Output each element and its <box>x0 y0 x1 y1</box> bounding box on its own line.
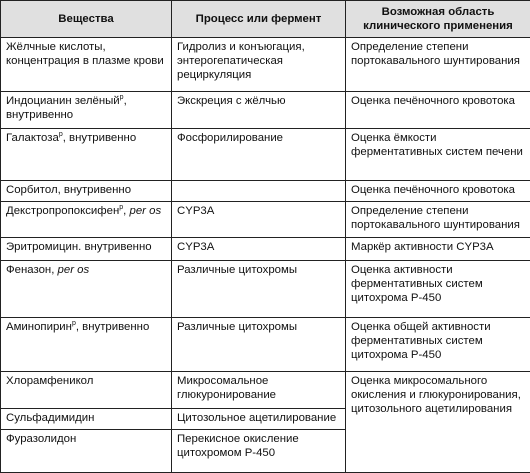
substance-route: , внутривенно <box>75 321 150 333</box>
substance-name: Галактоза <box>6 132 59 144</box>
cell-substance: Сульфадимидин <box>1 409 172 430</box>
cell-substance <box>1 261 172 318</box>
table-row <box>1 38 530 92</box>
substance-route: , внутривенно <box>62 132 137 144</box>
cell-application: Оценка активности ферментативных систем цитохрома Р-450 <box>346 261 530 318</box>
table-row <box>1 261 530 318</box>
cell-substance: Хлорамфеникол <box>1 372 172 409</box>
cell-process: CYP3A <box>172 202 346 238</box>
cell-process: Фосфорилирование <box>172 129 346 181</box>
substance-name: Декстропропоксифен <box>6 205 120 217</box>
table-row <box>1 202 530 238</box>
header-process: Процесс или фермент <box>172 1 346 38</box>
table-row <box>1 181 530 202</box>
cell-application: Оценка печёночного кровотока <box>346 181 530 202</box>
substance-name: Феназон, <box>6 264 58 276</box>
cell-process: Различные цитохромы <box>172 261 346 318</box>
table-row <box>1 238 530 261</box>
substance-name: Аминопирин <box>6 321 72 333</box>
cell-substance: Сорбитол, внутривенно <box>1 181 172 202</box>
cell-substance: Фуразолидон <box>1 430 172 473</box>
footnote-mark: р <box>119 94 124 102</box>
cell-application: Оценка ёмкости ферментативных систем печени <box>346 129 530 181</box>
table-row <box>1 129 530 181</box>
table-row <box>1 318 530 372</box>
substance-sep: , <box>123 205 130 217</box>
footnote-mark: р <box>119 204 124 212</box>
cell-application: Маркёр активности CYP3A <box>346 238 530 261</box>
substance-name: Индоцианин зелёный <box>6 95 120 107</box>
cell-application: Определение степени портокавального шунтирования <box>346 38 530 92</box>
header-substance: Вещества <box>1 1 172 38</box>
cell-process: Цитозольное ацетилирование <box>172 409 346 430</box>
cell-process: Различные цитохромы <box>172 318 346 372</box>
cell-substance: Эритромицин. внутривенно <box>1 238 172 261</box>
cell-substance <box>1 92 172 129</box>
substance-route: per os <box>129 205 162 217</box>
cell-process <box>172 181 346 202</box>
substance-route: , внутривенно <box>6 95 127 121</box>
table-row <box>1 92 530 129</box>
cell-substance <box>1 202 172 238</box>
cell-process: Гидролиз и конъюгация, энтерогепатическая рециркуляция <box>172 38 346 92</box>
cell-process: CYP3A <box>172 238 346 261</box>
table-row <box>1 372 530 409</box>
header-row <box>1 1 530 38</box>
cell-application: Оценка микросомального окисления и глюкуронирования, цитозольного ацетилирования <box>346 372 530 473</box>
cell-application: Оценка общей активности ферментативных систем цитохрома Р-450 <box>346 318 530 372</box>
substance-route: per os <box>57 264 90 276</box>
cell-application: Оценка печёночного кровотока <box>346 92 530 129</box>
header-application: Возможная область клинического применения <box>346 1 530 38</box>
cell-substance <box>1 318 172 372</box>
cell-substance: Жёлчные кислоты, концентрация в плазме крови <box>1 38 172 92</box>
footnote-mark: р <box>71 320 76 328</box>
footnote-mark: р <box>58 131 63 139</box>
cell-application: Определение степени портокавального шунтирования <box>346 202 530 238</box>
cell-process: Микросомальное глюкуронирование <box>172 372 346 409</box>
cell-process: Экскреция с жёлчью <box>172 92 346 129</box>
cell-process: Перекисное окисление цитохромом Р-450 <box>172 430 346 473</box>
cell-substance <box>1 129 172 181</box>
